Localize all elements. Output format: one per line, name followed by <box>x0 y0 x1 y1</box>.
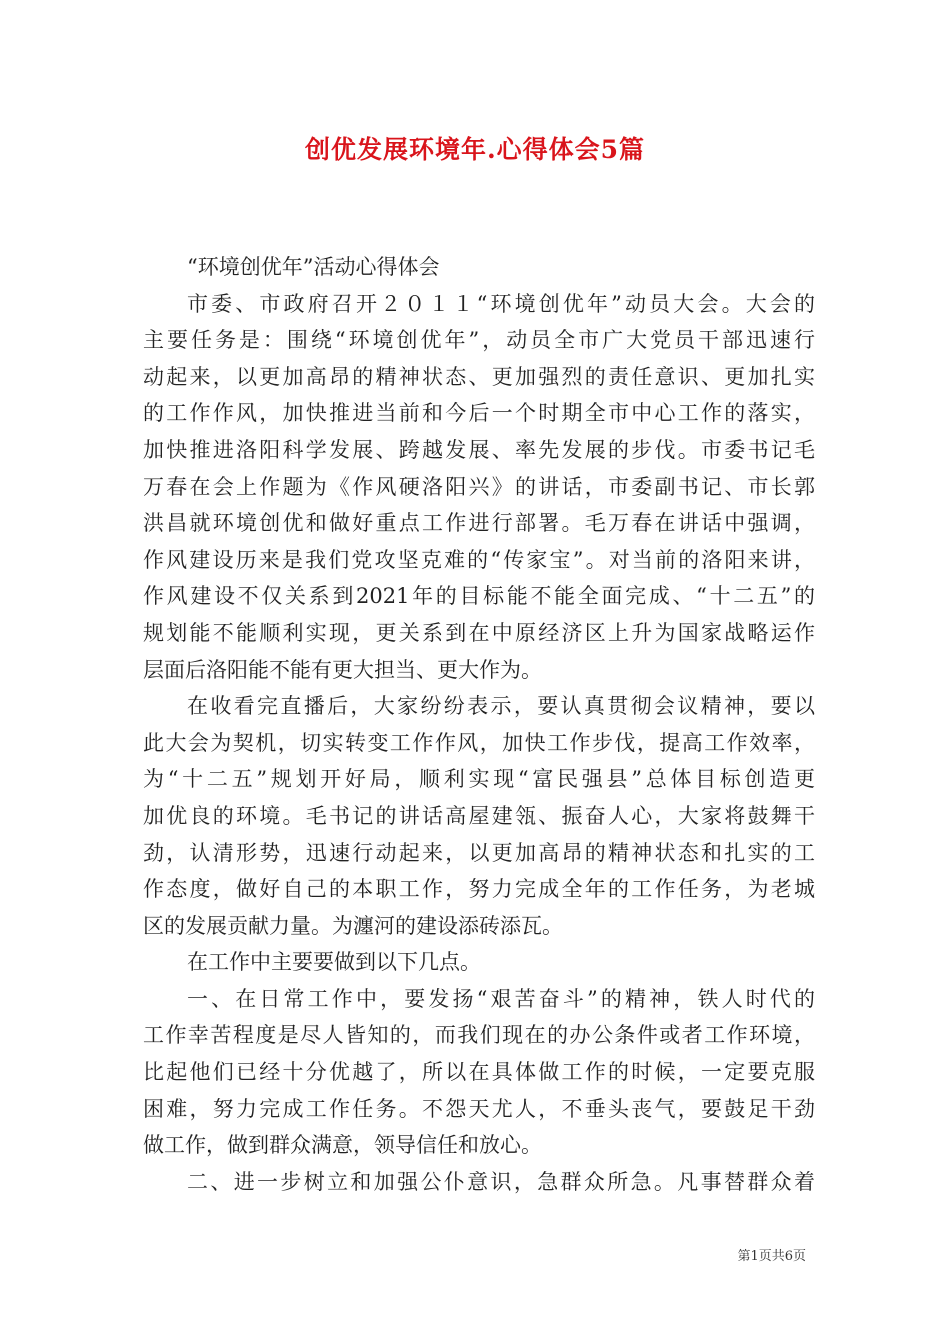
text-line: 作态度，做好自己的本职工作，努力完成全年的工作任务，为老城 <box>143 877 815 902</box>
text-line: 加快推进洛阳科学发展、跨越发展、率先发展的步伐。市委书记毛 <box>143 437 815 462</box>
paragraph <box>143 981 815 1164</box>
text-line: “环境创优年”活动心得体会 <box>187 255 440 279</box>
text-line: 困难，努力完成工作任务。不怨天尤人，不垂头丧气，要鼓足干劲 <box>143 1096 815 1121</box>
text-line: 万春在会上作题为《作风硬洛阳兴》的讲话，市委副书记、市长郭 <box>143 474 815 499</box>
text-line: 市委、市政府召开２０１１“环境创优年”动员大会。大会的 <box>187 291 815 316</box>
text-line: 一、在日常工作中，要发扬“艰苦奋斗”的精神，铁人时代的 <box>187 986 815 1011</box>
text-line: 比起他们已经十分优越了，所以在具体做工作的时候，一定要克服 <box>143 1060 815 1085</box>
text-line: 层面后洛阳能不能有更大担当、更大作为。 <box>143 657 542 682</box>
text-line: 作风建设不仅关系到2021年的目标能不能全面完成、“十二五”的 <box>143 584 815 609</box>
document-body <box>143 249 815 1200</box>
page-footer: 第1页共6页 <box>737 1249 806 1264</box>
text-line: 此大会为契机，切实转变工作作风，加快工作步伐，提高工作效率， <box>143 730 815 755</box>
text-line: 洪昌就环境创优和做好重点工作进行部署。毛万春在讲话中强调， <box>143 511 815 536</box>
text-line: 为“十二五”规划开好局，顺利实现“富民强县”总体目标创造更 <box>143 767 815 792</box>
paragraph <box>143 1164 815 1201</box>
paragraph <box>143 249 815 286</box>
text-line: 作风建设历来是我们党攻坚克难的“传家宝”。对当前的洛阳来讲， <box>143 547 815 572</box>
text-line: 加优良的环境。毛书记的讲话高屋建瓴、振奋人心，大家将鼓舞干 <box>143 803 815 828</box>
text-line: 的工作作风，加快推进当前和今后一个时期全市中心工作的落实， <box>143 401 815 426</box>
text-line: 在收看完直播后，大家纷纷表示，要认真贯彻会议精神，要以 <box>187 694 815 719</box>
text-line: 区的发展贡献力量。为瀍河的建设添砖添瓦。 <box>143 913 563 938</box>
text-line: 工作幸苦程度是尽人皆知的，而我们现在的办公条件或者工作环境， <box>143 1023 815 1048</box>
paragraph <box>143 688 815 944</box>
text-line: 在工作中主要要做到以下几点。 <box>187 950 481 975</box>
paragraph <box>143 286 815 689</box>
paragraph <box>143 944 815 981</box>
text-line: 二、进一步树立和加强公仆意识，急群众所急。凡事替群众着 <box>187 1169 815 1194</box>
text-line: 动起来，以更加高昂的精神状态、更加强烈的责任意识、更加扎实 <box>143 364 815 389</box>
text-line: 劲，认清形势，迅速行动起来，以更加高昂的精神状态和扎实的工 <box>143 840 815 865</box>
text-line: 主要任务是：围绕“环境创优年”，动员全市广大党员干部迅速行 <box>143 328 815 353</box>
text-line: 做工作，做到群众满意，领导信任和放心。 <box>143 1133 542 1158</box>
text-line: 规划能不能顺利实现，更关系到在中原经济区上升为国家战略运作 <box>143 620 815 645</box>
document-title: 创优发展环境年.心得体会5篇 <box>304 135 646 164</box>
